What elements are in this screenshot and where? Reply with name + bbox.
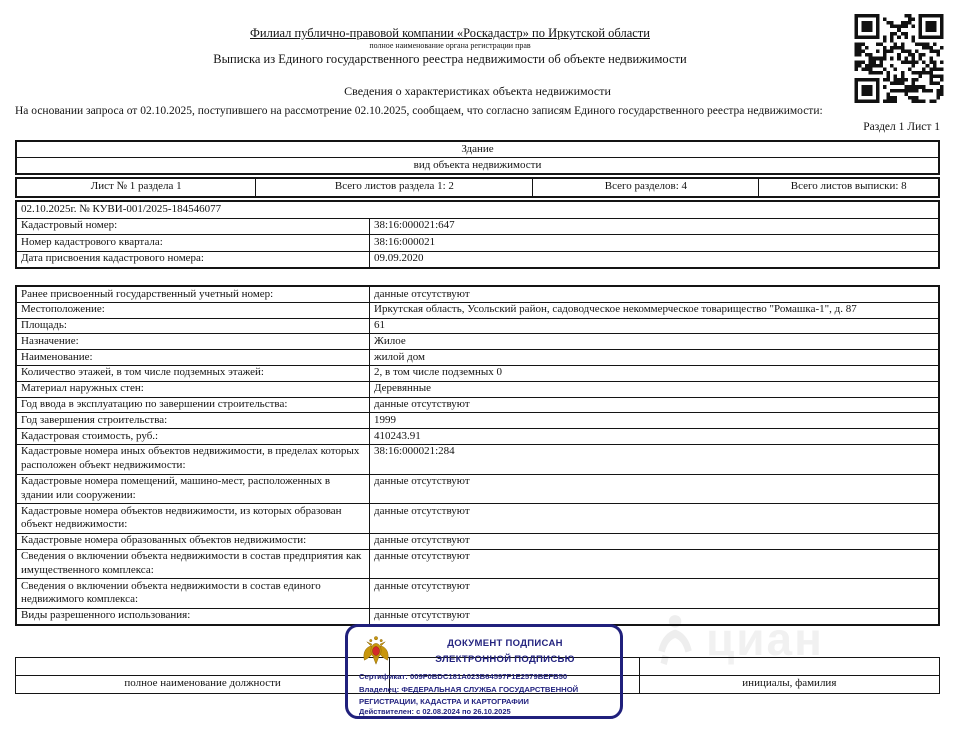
table-row xyxy=(16,302,939,318)
request-number: 02.10.2025г. № КУВИ-001/2025-184546077 xyxy=(16,201,939,218)
sheet-info-table xyxy=(15,177,940,198)
table-row xyxy=(16,178,939,197)
object-type-caption: вид объекта недвижимости xyxy=(16,158,939,175)
watermark-text: циан xyxy=(706,613,824,665)
sheet-info-cell: Всего листов раздела 1: 2 xyxy=(256,178,533,197)
stamp-owner: Владелец: ФЕДЕРАЛЬНАЯ СЛУЖБА ГОСУДАРСТВЕННОЙ РЕГИСТРАЦИИ, КАДАСТРА И КАРТОГРАФИИ xyxy=(359,685,579,706)
table-row xyxy=(16,504,939,534)
table-row xyxy=(16,286,939,302)
table-row xyxy=(16,158,939,175)
row-value: жилой дом xyxy=(370,350,940,366)
row-label: Кадастровые номера иных объектов недвижимости, в пределах которых расположен объект недвижимости: xyxy=(16,444,370,474)
row-value: Деревянные xyxy=(370,381,940,397)
registration-org-name: Филиал публично-правовой компании «Роскадастр» по Иркутской области xyxy=(250,26,650,40)
object-type-value: Здание xyxy=(16,141,939,158)
row-label: Ранее присвоенный государственный учетный номер: xyxy=(16,286,370,302)
sheet-info-cell: Лист № 1 раздела 1 xyxy=(16,178,256,197)
table-row xyxy=(16,235,939,252)
main-info-table xyxy=(15,200,940,269)
row-label: Дата присвоения кадастрового номера: xyxy=(16,251,370,268)
row-label: Кадастровые номера объектов недвижимости, из которых образован объект недвижимости: xyxy=(16,504,370,534)
row-value: данные отсутствуют xyxy=(370,286,940,302)
object-type-table xyxy=(15,140,940,175)
sheet-info-cell: Всего разделов: 4 xyxy=(533,178,759,197)
row-label: Кадастровая стоимость, руб.: xyxy=(16,429,370,445)
table-row xyxy=(16,201,939,218)
row-value: данные отсутствуют xyxy=(370,579,940,609)
registration-org-caption: полное наименование органа регистрации прав xyxy=(369,41,531,50)
section-title: Сведения о характеристиках объекта недвижимости xyxy=(344,84,611,98)
row-value: 09.09.2020 xyxy=(370,251,940,268)
table-row xyxy=(16,251,939,268)
stamp-title-line2: ЭЛЕКТРОННОЙ ПОДПИСЬЮ xyxy=(435,654,575,665)
table-row xyxy=(16,218,939,235)
row-value: 38:16:000021:284 xyxy=(370,444,940,474)
stamp-validity: Действителен: с 02.08.2024 по 26.10.2025 xyxy=(359,707,511,716)
table-row xyxy=(16,549,939,579)
row-value: данные отсутствуют xyxy=(370,533,940,549)
row-label: Сведения о включении объекта недвижимости в состав единого недвижимого комплекса: xyxy=(16,579,370,609)
table-row xyxy=(16,444,939,474)
table-row xyxy=(16,608,939,624)
table-row xyxy=(16,474,939,504)
row-label: Местоположение: xyxy=(16,302,370,318)
row-label: Год завершения строительства: xyxy=(16,413,370,429)
signature-position-caption: полное наименование должности xyxy=(16,676,390,694)
stamp-certificate: Сертификат: 009F0BDC181A023B64597F1E2579BEFB50 xyxy=(359,672,568,681)
table-row xyxy=(16,397,939,413)
row-value: Иркутская область, Усольский район, садоводческое некоммерческое товарищество "Ромашка-1", д. 87 xyxy=(370,302,940,318)
table-row xyxy=(16,533,939,549)
stamp-title-line1: ДОКУМЕНТ ПОДПИСАН xyxy=(447,638,563,649)
row-value: данные отсутствуют xyxy=(370,397,940,413)
table-row xyxy=(16,429,939,445)
row-value: данные отсутствуют xyxy=(370,549,940,579)
table-row xyxy=(16,413,939,429)
table-row xyxy=(16,334,939,350)
row-label: Наименование: xyxy=(16,350,370,366)
row-value: 410243.91 xyxy=(370,429,940,445)
row-label: Количество этажей, в том числе подземных этажей: xyxy=(16,365,370,381)
row-value: 38:16:000021 xyxy=(370,235,940,252)
table-row xyxy=(16,579,939,609)
row-value: 2, в том числе подземных 0 xyxy=(370,365,940,381)
row-label: Материал наружных стен: xyxy=(16,381,370,397)
table-row xyxy=(16,141,939,158)
sheet-info-cell: Всего листов выписки: 8 xyxy=(759,178,939,197)
signature-line xyxy=(639,658,939,676)
details-table xyxy=(15,285,940,626)
row-value: данные отсутствуют xyxy=(370,474,940,504)
table-row xyxy=(16,350,939,366)
table-row xyxy=(16,365,939,381)
section-sheet-label: Раздел 1 Лист 1 xyxy=(863,121,940,133)
signature-name-caption: инициалы, фамилия xyxy=(639,676,939,694)
row-label: Год ввода в эксплуатацию по завершении строительства: xyxy=(16,397,370,413)
e-signature-stamp xyxy=(345,624,623,719)
row-label: Кадастровые номера образованных объектов недвижимости: xyxy=(16,533,370,549)
document-title: Выписка из Единого государственного реестра недвижимости об объекте недвижимости xyxy=(213,52,687,66)
row-label: Номер кадастрового квартала: xyxy=(16,235,370,252)
row-label: Кадастровые номера помещений, машино-мест, расположенных в здании или сооружении: xyxy=(16,474,370,504)
request-basis-line: На основании запроса от 02.10.2025, поступившего на рассмотрение 02.10.2025, сообщаем, что согласно записям Единого государственного реестра недвижимости: xyxy=(15,105,823,117)
row-label: Виды разрешенного использования: xyxy=(16,608,370,624)
row-label: Сведения о включении объекта недвижимости в состав предприятия как имущественного комплекса: xyxy=(16,549,370,579)
signature-line xyxy=(16,658,390,676)
row-value: 61 xyxy=(370,318,940,334)
row-value: 38:16:000021:647 xyxy=(370,218,940,235)
row-label: Кадастровый номер: xyxy=(16,218,370,235)
row-value: данные отсутствуют xyxy=(370,504,940,534)
table-row xyxy=(16,381,939,397)
qr-code-icon xyxy=(852,14,946,103)
row-value: Жилое xyxy=(370,334,940,350)
row-label: Площадь: xyxy=(16,318,370,334)
coat-of-arms-icon xyxy=(360,633,392,673)
row-value: 1999 xyxy=(370,413,940,429)
row-value: данные отсутствуют xyxy=(370,608,940,624)
table-row xyxy=(16,318,939,334)
row-label: Назначение: xyxy=(16,334,370,350)
